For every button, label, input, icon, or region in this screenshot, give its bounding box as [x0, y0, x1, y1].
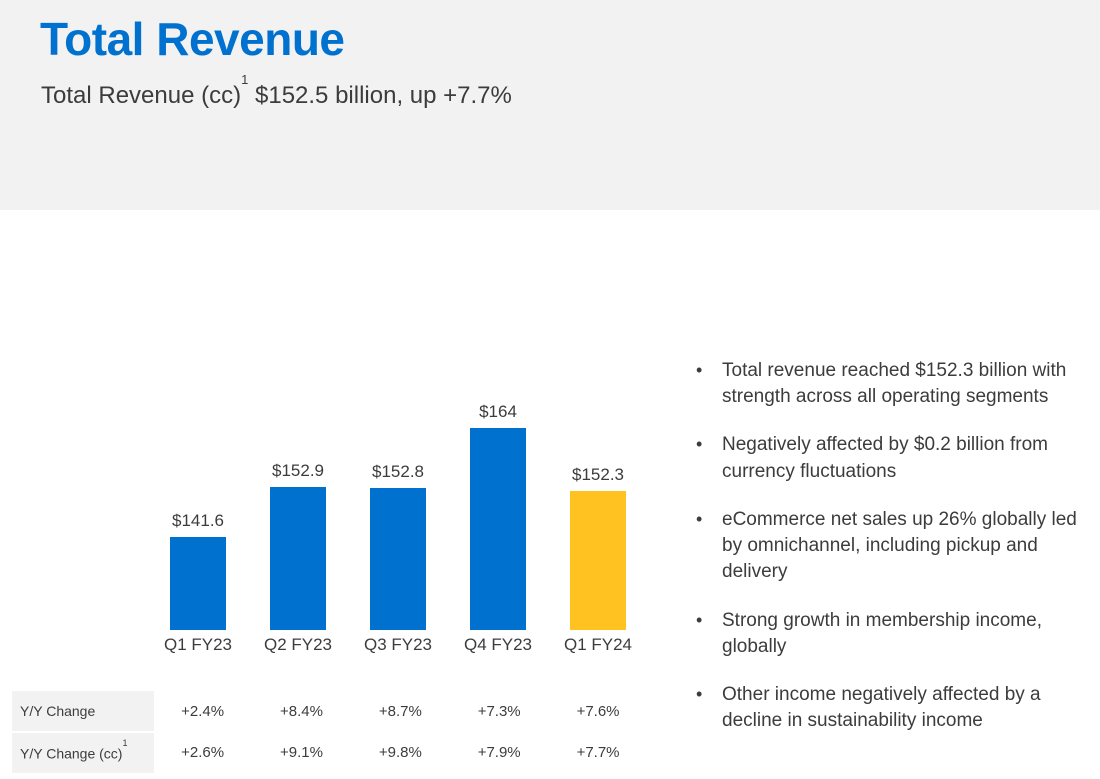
list-item-text: Other income negatively affected by a decline in sustainability income	[722, 683, 1041, 732]
bar-value-label: $152.8	[372, 462, 424, 481]
subtitle-text-cont: $152.5 billion, up +7.7%	[248, 82, 512, 109]
cell-yoycc-q2fy23: +9.1%	[280, 744, 323, 761]
bullet-dot-icon: •	[696, 609, 703, 630]
list-item-text: Negatively affected by $0.2 billion from currency fluctuations	[722, 434, 1048, 482]
subtitle-text: Total Revenue (cc)	[41, 82, 242, 109]
list-item	[692, 608, 1092, 660]
cell-yoy-q3fy23: +8.7%	[378, 703, 422, 720]
page-title: Total Revenue	[40, 13, 345, 65]
bullet-dot-icon: •	[696, 360, 703, 380]
list-item-text: eCommerce net sales up 26% globally led by omnichannel, including pickup and delivery	[722, 508, 1077, 583]
list-item-text: Total revenue reached $152.3 billion with strength across all operating segments	[722, 360, 1067, 408]
bar-q2fy23	[270, 487, 326, 630]
bar-q4fy23	[470, 428, 526, 630]
subtitle-footnote-marker: 1	[241, 72, 249, 88]
list-item	[692, 682, 1092, 734]
bar-group-q1fy24	[548, 465, 648, 654]
cell-yoycc-q3fy23: +9.8%	[378, 744, 422, 761]
cell-yoy-q1fy23: +2.4%	[181, 703, 225, 720]
bar-group-q3fy23	[348, 462, 448, 654]
chart-plot-area	[148, 330, 648, 654]
header-band	[0, 0, 1100, 210]
bar-value-label: $152.3	[572, 465, 624, 484]
bar-q1fy24	[570, 491, 626, 630]
bar-group-q1fy23	[148, 511, 248, 654]
page-subtitle	[41, 72, 512, 110]
bar-value-label: $152.9	[272, 461, 324, 480]
bar-q3fy23	[370, 488, 426, 630]
bar-group-q2fy23	[248, 461, 348, 654]
table-row	[12, 732, 648, 773]
bullet-dot-icon: •	[696, 434, 703, 455]
commentary-list	[692, 358, 1092, 756]
cell-yoycc-q1fy23: +2.6%	[181, 744, 225, 761]
bar-value-label: $141.6	[172, 511, 224, 530]
cell-yoy-q1fy24: +7.6%	[576, 703, 620, 720]
bullet-dot-icon: •	[696, 683, 703, 704]
bar-category-label: Q1 FY24	[563, 635, 633, 654]
list-item	[692, 507, 1092, 586]
bar-q1fy23	[170, 537, 226, 630]
cell-yoy-q4fy23: +7.3%	[477, 703, 521, 720]
list-item	[692, 358, 1092, 410]
table-row	[12, 691, 648, 732]
row-header-label: Y/Y Change (cc)	[20, 745, 123, 762]
bar-category-label: Q4 FY23	[463, 635, 533, 654]
row-header-footnote-marker: 1	[122, 738, 128, 749]
list-item	[692, 432, 1092, 484]
row-header-yoy-change-cc	[12, 732, 154, 773]
list-item-text: Strong growth in membership income, globally	[722, 609, 1042, 657]
cell-yoycc-q4fy23: +7.9%	[477, 744, 521, 761]
bar-group-q4fy23	[448, 402, 548, 654]
row-header-yoy-change	[12, 691, 154, 732]
bar-category-label: Q3 FY23	[363, 635, 433, 654]
bar-category-label: Q2 FY23	[263, 635, 333, 654]
cell-yoy-q2fy23: +8.4%	[280, 703, 323, 720]
cell-yoycc-q1fy24: +7.7%	[576, 744, 620, 761]
bar-value-label: $164	[479, 402, 517, 421]
bar-category-label: Q1 FY23	[163, 635, 233, 654]
yoy-change-table	[12, 691, 648, 773]
bullet-dot-icon: •	[696, 508, 703, 529]
row-header-label: Y/Y Change	[20, 703, 96, 719]
